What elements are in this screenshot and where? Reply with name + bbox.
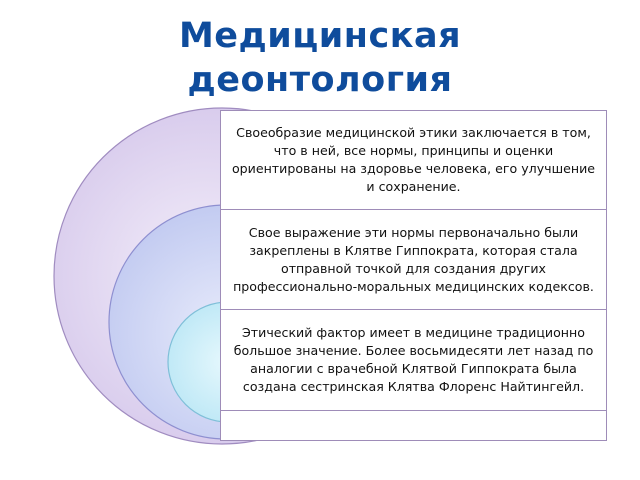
text-boxes-panel xyxy=(220,110,607,441)
text-box-1: Своеобразие медицинской этики заключается в том, что в ней, все нормы, принципы и оценки ориентированы на здоровье человека, его улучшение и сохранение. xyxy=(221,111,606,210)
text-box-2: Свое выражение эти нормы первоначально были закреплены в Клятве Гиппократа, которая стала отправной точкой для создания других профессионально-моральных медицинских кодексов. xyxy=(221,210,606,310)
title-line-2: деонтология xyxy=(187,60,453,100)
title-line-1: Медицинская xyxy=(178,16,462,56)
text-box-3: Этический фактор имеет в медицине традиционно большое значение. Более восьмидесяти лет назад по аналогии с врачебной Клятвой Гиппократа была создана сестринская Клятва Флоренс Найтингейл. xyxy=(221,310,606,411)
